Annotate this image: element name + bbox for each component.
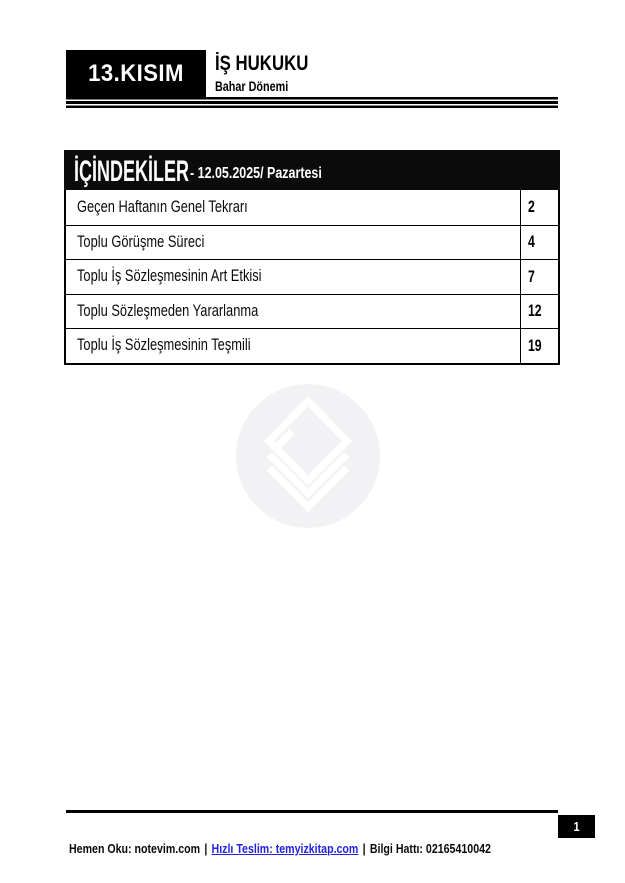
toc-row xyxy=(66,190,558,225)
section-badge xyxy=(66,50,206,98)
toc-entry-label: Toplu Görüşme Süreci xyxy=(77,232,205,251)
toc-entry-page: 19 xyxy=(528,335,542,355)
footer-separator: | xyxy=(362,842,366,856)
toc-entry-label: Toplu Sözleşmeden Yararlanma xyxy=(77,301,259,320)
footer-divider xyxy=(66,810,558,813)
footer-separator: | xyxy=(204,842,208,856)
toc-entry-label: Toplu İş Sözleşmesinin Art Etkisi xyxy=(77,267,262,286)
course-title: İŞ HUKUKU xyxy=(215,52,309,75)
toc-entry-label: Geçen Haftanın Genel Tekrarı xyxy=(77,197,248,216)
toc-table xyxy=(64,150,560,365)
toc-page-cell xyxy=(520,226,558,260)
toc-page-cell xyxy=(520,260,558,294)
toc-row xyxy=(66,225,558,260)
toc-page-cell xyxy=(520,295,558,329)
toc-page-cell xyxy=(520,190,558,225)
toc-page-cell xyxy=(520,329,558,363)
toc-row xyxy=(66,259,558,294)
footer-delivery-link[interactable]: Hızlı Teslim: temyizkitap.com xyxy=(211,842,359,856)
stacked-pages-logo-icon xyxy=(236,384,380,528)
toc-entry-page: 2 xyxy=(528,197,535,217)
header-divider xyxy=(66,97,558,108)
toc-entry-page: 12 xyxy=(528,301,542,321)
course-term: Bahar Dönemi xyxy=(215,79,289,94)
toc-entry-cell xyxy=(66,260,520,294)
toc-entry-cell xyxy=(66,329,520,363)
toc-entry-cell xyxy=(66,295,520,329)
toc-entry-page: 7 xyxy=(528,266,535,286)
course-term-line xyxy=(215,79,332,94)
footer-read-label: Hemen Oku: notevim.com xyxy=(69,842,201,856)
publisher-watermark xyxy=(236,384,380,528)
toc-row xyxy=(66,328,558,363)
course-title-line xyxy=(215,53,332,77)
toc-header xyxy=(64,150,560,190)
toc-entry-cell xyxy=(66,190,520,225)
toc-entry-cell xyxy=(66,226,520,260)
footer-info-label: Bilgi Hattı: 02165410042 xyxy=(369,842,491,856)
page-number: 1 xyxy=(573,819,580,834)
toc-body xyxy=(64,190,560,365)
toc-date: - 12.05.2025/ Pazartesi xyxy=(190,165,322,182)
toc-title: İÇİNDEKİLER xyxy=(74,155,190,188)
toc-row xyxy=(66,294,558,329)
toc-entry-label: Toplu İş Sözleşmesinin Teşmili xyxy=(77,336,251,355)
toc-entry-page: 4 xyxy=(528,232,535,252)
course-header xyxy=(215,53,332,94)
section-label: 13.KISIM xyxy=(88,60,184,87)
footer-contact-bar xyxy=(69,840,565,858)
page-number-badge xyxy=(558,815,595,838)
